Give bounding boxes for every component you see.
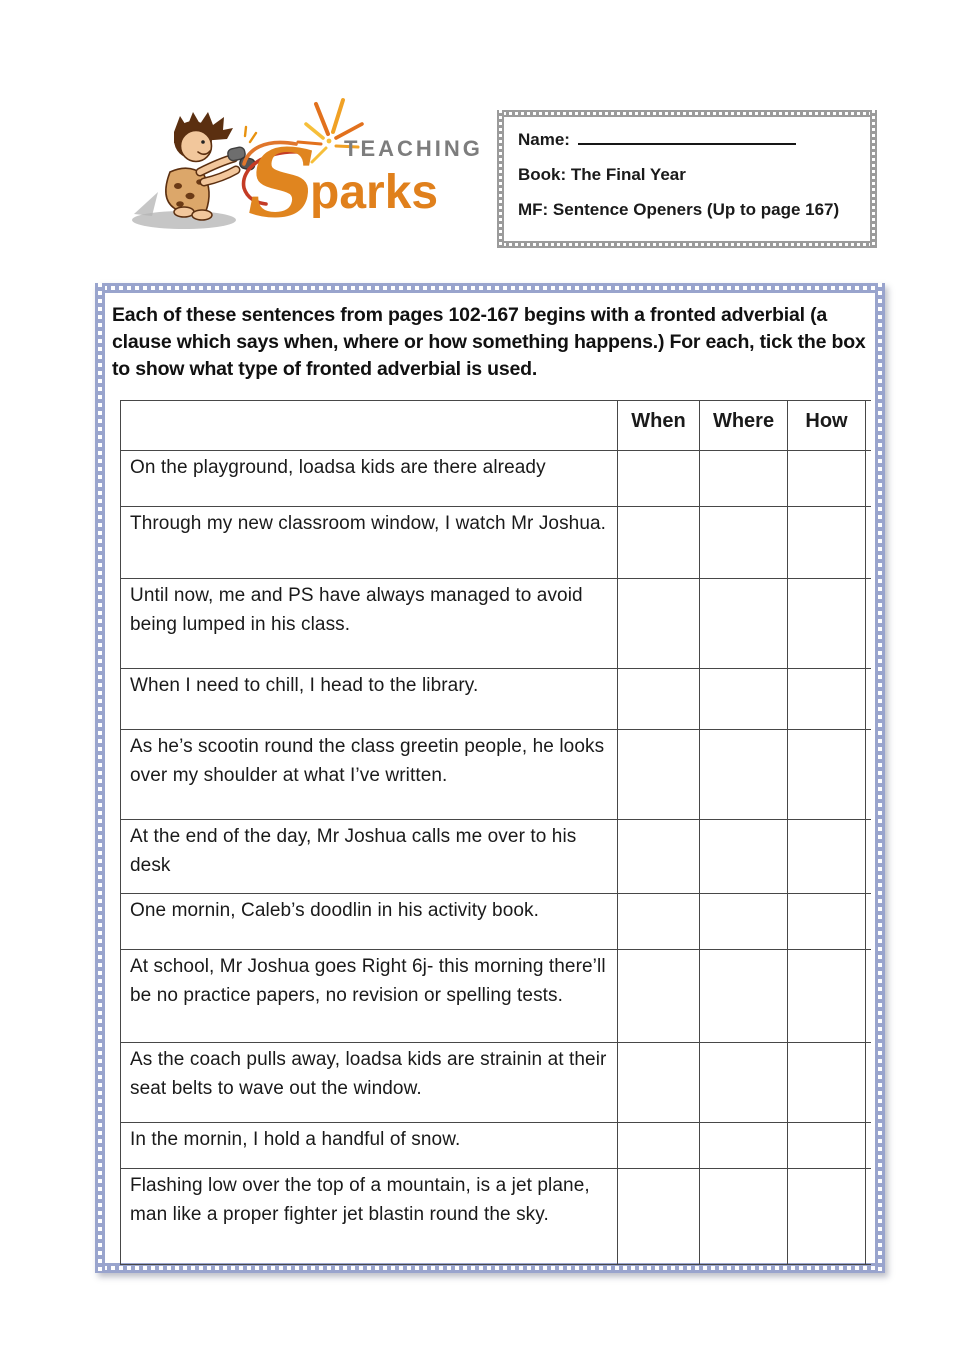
art-border-top	[95, 283, 885, 293]
sentence-cell: When I need to chill, I head to the library.	[121, 669, 618, 729]
tick-cell-how[interactable]	[788, 894, 866, 949]
header-cell-how: How	[788, 401, 866, 450]
sentence-cell: Through my new classroom window, I watch Mr Joshua.	[121, 507, 618, 578]
adverbial-table	[120, 400, 871, 1265]
tick-cell-where[interactable]	[700, 451, 788, 506]
name-book-box	[497, 110, 877, 248]
header-cell-where: Where	[700, 401, 788, 450]
tick-cell-where[interactable]	[700, 1123, 788, 1168]
table-row	[121, 1043, 871, 1123]
tick-cell-when[interactable]	[618, 820, 700, 893]
sentence-cell: On the playground, loadsa kids are there already	[121, 451, 618, 506]
book-line: Book: The Final Year	[518, 165, 686, 184]
instructions-text: Each of these sentences from pages 102-167 begins with a fronted adverbial (a clause which says when, where or how something happens.) For each, tick the box to show what type of fronted adverbial is used.	[112, 304, 866, 380]
name-row	[518, 129, 856, 150]
tick-cell-where[interactable]	[700, 820, 788, 893]
tick-cell-when[interactable]	[618, 579, 700, 668]
tick-cell-where[interactable]	[700, 669, 788, 729]
logo-sparks-text: parks	[310, 166, 439, 219]
tick-cell-how[interactable]	[788, 730, 866, 819]
header-cell-blank	[121, 401, 618, 450]
art-border-top	[497, 110, 877, 117]
table-row	[121, 1123, 871, 1169]
table-row	[121, 1169, 871, 1265]
table-row	[121, 730, 871, 820]
tick-cell-when[interactable]	[618, 894, 700, 949]
tick-cell-how[interactable]	[788, 1043, 866, 1122]
logo-teaching-text: TEACHING	[344, 136, 483, 161]
sentence-cell: At the end of the day, Mr Joshua calls me over to his desk	[121, 820, 618, 893]
tick-cell-where[interactable]	[700, 1169, 788, 1264]
tick-cell-where[interactable]	[700, 950, 788, 1042]
tick-cell-how[interactable]	[788, 1123, 866, 1168]
tick-cell-how[interactable]	[788, 950, 866, 1042]
tick-cell-how[interactable]	[788, 820, 866, 893]
art-border-left	[95, 283, 105, 1273]
sentence-cell: Until now, me and PS have always managed to avoid being lumped in his class.	[121, 579, 618, 668]
art-border-bottom	[497, 241, 877, 248]
tick-cell-where[interactable]	[700, 579, 788, 668]
table-header-row	[121, 401, 871, 451]
worksheet-box	[95, 283, 885, 1273]
tick-cell-when[interactable]	[618, 669, 700, 729]
tick-cell-where[interactable]	[700, 507, 788, 578]
table-row	[121, 820, 871, 894]
logo-sparks-s: S	[248, 129, 316, 239]
tick-cell-how[interactable]	[788, 451, 866, 506]
sentence-cell: At school, Mr Joshua goes Right 6j- this morning there’ll be no practice papers, no revision or spelling tests.	[121, 950, 618, 1042]
tick-cell-how[interactable]	[788, 669, 866, 729]
table-row	[121, 507, 871, 579]
sentence-cell: One mornin, Caleb’s doodlin in his activity book.	[121, 894, 618, 949]
tick-cell-where[interactable]	[700, 1043, 788, 1122]
art-border-left	[497, 110, 504, 248]
tick-cell-where[interactable]	[700, 730, 788, 819]
tick-cell-when[interactable]	[618, 507, 700, 578]
name-blank-line[interactable]	[578, 129, 796, 145]
sentence-cell: Flashing low over the top of a mountain, is a jet plane, man like a proper fighter jet blastin round the sky.	[121, 1169, 618, 1264]
tick-cell-when[interactable]	[618, 1123, 700, 1168]
tick-cell-where[interactable]	[700, 894, 788, 949]
table-row	[121, 669, 871, 730]
tick-cell-how[interactable]	[788, 1169, 866, 1264]
tick-cell-when[interactable]	[618, 730, 700, 819]
tick-cell-how[interactable]	[788, 507, 866, 578]
table-row	[121, 451, 871, 507]
tick-cell-how[interactable]	[788, 579, 866, 668]
teaching-sparks-logo	[112, 92, 490, 248]
name-label: Name:	[518, 130, 570, 149]
logo-graphic	[112, 92, 490, 248]
tick-cell-when[interactable]	[618, 1169, 700, 1264]
table-row	[121, 950, 871, 1043]
art-border-right	[870, 110, 877, 248]
header-cell-when: When	[618, 401, 700, 450]
table-row	[121, 894, 871, 950]
tick-cell-when[interactable]	[618, 950, 700, 1042]
tick-cell-when[interactable]	[618, 451, 700, 506]
sentence-cell: As the coach pulls away, loadsa kids are strainin at their seat belts to wave out the window.	[121, 1043, 618, 1122]
sentence-cell: In the mornin, I hold a handful of snow.	[121, 1123, 618, 1168]
sentence-cell: As he’s scootin round the class greetin people, he looks over my shoulder at what I’ve written.	[121, 730, 618, 819]
tick-cell-when[interactable]	[618, 1043, 700, 1122]
mf-line: MF: Sentence Openers (Up to page 167)	[518, 200, 840, 219]
table-row	[121, 579, 871, 669]
art-border-right	[875, 283, 885, 1273]
